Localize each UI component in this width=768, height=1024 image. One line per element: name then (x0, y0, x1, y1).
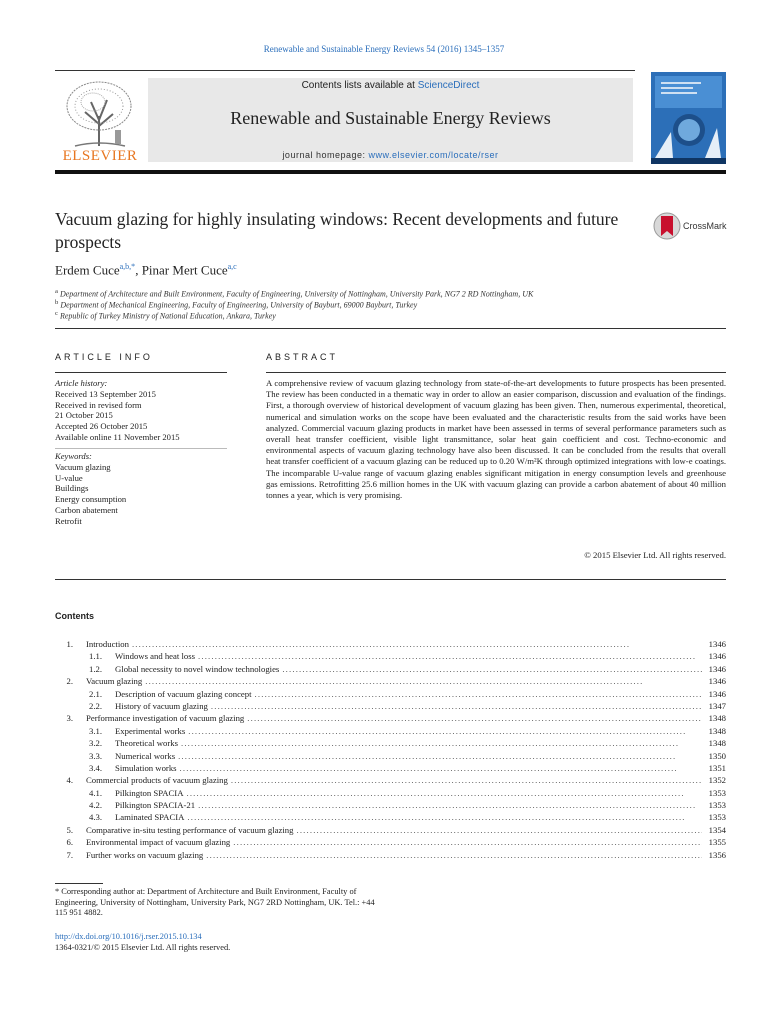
toc-page-number: 1352 (708, 775, 726, 786)
toc-number: 4.3. (88, 812, 102, 823)
toc-title[interactable]: Environmental impact of vacuum glazing (86, 837, 231, 848)
article-history (55, 378, 180, 443)
toc-page-number: 1353 (708, 800, 726, 811)
toc-page-number: 1351 (708, 762, 726, 773)
toc-page-number: 1346 (708, 663, 726, 674)
toc-number: 4. (66, 775, 73, 786)
toc-title[interactable]: Windows and heat loss (115, 651, 195, 662)
homepage-prefix: journal homepage: (282, 150, 369, 160)
author-name[interactable]: Pinar Mert Cuce (141, 262, 228, 278)
header-thick-rule (55, 170, 726, 174)
journal-title: Renewable and Sustainable Energy Reviews (230, 108, 551, 128)
toc-number: 3.4. (88, 762, 102, 773)
toc-number: 3.2. (88, 738, 102, 749)
toc-title[interactable]: Further works on vacuum glazing (86, 849, 204, 860)
toc-leader-dots (203, 849, 702, 861)
elsevier-logo[interactable] (55, 76, 145, 164)
toc-title[interactable]: Pilkington SPACIA-21 (115, 800, 196, 811)
author-affiliation-marks[interactable]: a,b,* (119, 262, 136, 271)
toc-leader-dots (252, 688, 702, 700)
toc-number: 7. (66, 849, 73, 860)
toc-number: 3. (66, 713, 73, 724)
homepage-link[interactable]: www.elsevier.com/locate/rser (368, 150, 499, 160)
publisher-name: ELSEVIER (62, 148, 138, 164)
toc-title[interactable]: History of vacuum glazing (115, 700, 208, 711)
affiliation-mark: b (55, 299, 59, 306)
keyword: Retrofit (55, 515, 82, 526)
toc-leader-dots (228, 774, 702, 786)
toc-leader-dots (142, 675, 702, 687)
history-item: Accepted 26 October 2015 (55, 421, 148, 432)
toc-page-number: 1346 (708, 639, 726, 649)
toc-number: 3.3. (88, 750, 102, 761)
toc-page-number: 1353 (708, 812, 726, 823)
author-affiliation-marks[interactable]: a,c (227, 262, 237, 271)
doi-link[interactable]: http://dx.doi.org/10.1016/j.rser.2015.10.134 (55, 932, 202, 941)
journal-cover-icon (651, 72, 726, 164)
abstract-end-rule (55, 579, 726, 580)
toc-number: 4.2. (88, 800, 102, 811)
table-of-contents (55, 638, 726, 861)
affiliation-mark: c (55, 310, 58, 317)
issn-copyright: 1364-0321/© 2015 Elsevier Ltd. All rights reserved. (55, 943, 231, 952)
toc-number: 2.2. (88, 700, 102, 711)
toc-page-number: 1346 (708, 676, 726, 687)
toc-number: 6. (66, 837, 73, 848)
affiliation-text: Department of Architecture and Built Environment, Faculty of Engineering, University of Nottingham, University Park, NG7 2 RD Nottingham, UK (59, 289, 534, 299)
toc-entry[interactable] (55, 725, 726, 737)
toc-entry[interactable] (55, 824, 726, 836)
keyword: Vacuum glazing (55, 461, 111, 472)
keyword: Energy consumption (55, 494, 127, 505)
toc-leader-dots (178, 737, 702, 749)
toc-entry[interactable] (55, 762, 726, 774)
toc-entry[interactable] (55, 638, 726, 650)
toc-leader-dots (195, 650, 702, 662)
toc-page-number: 1348 (708, 738, 726, 749)
keyword: U-value (55, 472, 83, 483)
keyword: Carbon abatement (55, 504, 118, 515)
contents-prefix: Contents lists available at (301, 80, 418, 91)
toc-page-number: 1346 (708, 688, 726, 699)
contents-availability (148, 80, 633, 91)
history-item: 21 October 2015 (55, 410, 113, 421)
toc-leader-dots (175, 750, 702, 762)
history-label: Article history: (55, 378, 108, 388)
toc-title[interactable]: Simulation works (115, 762, 177, 773)
author-list: Erdem Cuce$^{a,b,*}$, Pinar Mert Cuce$^{a,c}$ (55, 262, 237, 278)
affiliation-text: Republic of Turkey Ministry of National Education, Ankara, Turkey (59, 311, 276, 321)
toc-page-number: 1347 (708, 700, 726, 711)
toc-title[interactable]: Numerical works (115, 750, 176, 761)
toc-title[interactable]: Introduction (86, 639, 129, 649)
toc-leader-dots (177, 762, 702, 774)
toc-title[interactable]: Commercial products of vacuum glazing (86, 775, 228, 786)
toc-leader-dots (129, 638, 702, 650)
toc-page-number: 1346 (708, 651, 726, 662)
journal-citation[interactable]: Renewable and Sustainable Energy Reviews 54 (2016) 1345–1357 (263, 44, 505, 54)
toc-entry[interactable] (55, 663, 726, 675)
toc-entry[interactable] (55, 737, 726, 749)
keyword: Buildings (55, 483, 89, 494)
toc-page-number: 1350 (708, 750, 726, 761)
toc-leader-dots (195, 799, 702, 811)
sciencedirect-link[interactable]: ScienceDirect (417, 80, 480, 91)
toc-number: 1. (66, 639, 73, 649)
toc-number: 3.1. (88, 725, 102, 736)
toc-leader-dots (279, 663, 702, 675)
toc-title[interactable]: Vacuum glazing (86, 676, 143, 687)
toc-title[interactable]: Experimental works (115, 725, 186, 736)
crossmark-icon (653, 210, 683, 242)
affiliation (55, 288, 533, 299)
toc-page-number: 1348 (708, 713, 726, 724)
toc-entry[interactable] (55, 750, 726, 762)
affiliation (55, 299, 417, 310)
history-item: Received 13 September 2015 (55, 388, 156, 399)
keywords-label: Keywords: (55, 451, 92, 461)
toc-leader-dots (208, 700, 702, 712)
keywords-rule (55, 448, 227, 449)
article-title: Vacuum glazing for highly insulating windows: Recent developments and future prospects (55, 209, 619, 252)
affiliation (55, 310, 276, 321)
toc-page-number: 1354 (708, 824, 726, 835)
toc-leader-dots (244, 712, 702, 724)
toc-leader-dots (293, 824, 702, 836)
crossmark-badge[interactable] (653, 210, 733, 242)
history-item: Received in revised form (55, 399, 142, 410)
corresponding-author-note: * Corresponding author at: Department of Architecture and Built Environment, Faculty of Engineering, University of Nottingham, University Park, NG7 2RD Nottingham, UK. Tel.: +44 115 951 4882. (55, 887, 375, 918)
toc-number: 1.2. (88, 663, 102, 674)
toc-leader-dots (230, 836, 702, 848)
toc-page-number: 1355 (708, 837, 726, 848)
toc-entry[interactable] (55, 799, 726, 811)
toc-entry[interactable] (55, 849, 726, 861)
toc-page-number: 1356 (708, 849, 726, 860)
abstract-text: A comprehensive review of vacuum glazing technology from state-of-the-art developments to future prospects has been presented. The review has been conducted in a thematic way in order to allow an easier comparison, discussion and evaluation of the findings. First, a thorough overview of historical development of vacuum glazing has been given. Then, numerous experimental, theoretical, numerical and simulation works on the scope have been evaluated and the characteristic results from the said works have been analyzed. Commercial vacuum glazing products in market have been assessed in terms of several performance parameters such as overall heat transfer coefficient, visible light transmittance, solar heat gain coefficient and cost. Techno-economic and environmental aspects of vacuum glazing technology have also been discussed. It can be concluded from the results that overall heat transfer coefficient of a vacuum glazing can be reduced up to 0.20 W/m²K through optimized integrations with low-e coatings. The incomparable U-value range of vacuum glazing enables significant mitigation in energy consumption levels and greenhouse gas emissions. Retrofitting 25.6 million homes in the UK with vacuum glazing can provide a carbon abatement of about 40 million tonnes a year, which is very promising. (266, 378, 726, 501)
toc-number: 1.1. (88, 651, 102, 662)
history-item: Available online 11 November 2015 (55, 431, 180, 442)
crossmark-label: CrossMark (683, 221, 727, 231)
toc-page-number: 1353 (708, 787, 726, 798)
toc-entry[interactable] (55, 712, 726, 724)
section-rule (55, 328, 726, 329)
toc-entry[interactable] (55, 688, 726, 700)
header-rule (55, 70, 635, 71)
toc-page-number: 1348 (708, 725, 726, 736)
toc-leader-dots (183, 787, 702, 799)
affiliation-text: Department of Mechanical Engineering, Faculty of Engineering, University of Bayburt, 69000 Bayburt, Turkey (60, 300, 418, 310)
toc-entry[interactable] (55, 787, 726, 799)
abstract-copyright: © 2015 Elsevier Ltd. All rights reserved. (584, 550, 726, 560)
affiliation-mark: a (55, 288, 58, 295)
article-info-heading: ARTICLE INFO (55, 352, 153, 362)
toc-number: 2.1. (88, 688, 102, 699)
toc-title[interactable]: Theoretical works (115, 738, 178, 749)
keywords (55, 451, 126, 527)
toc-leader-dots (185, 725, 702, 737)
journal-homepage (148, 150, 633, 160)
toc-title[interactable]: Description of vacuum glazing concept (115, 688, 252, 699)
toc-entry[interactable] (55, 700, 726, 712)
abstract-heading: ABSTRACT (266, 352, 339, 362)
toc-title[interactable]: Comparative in-situ testing performance of vacuum glazing (86, 824, 294, 835)
author-name[interactable]: Erdem Cuce (55, 262, 120, 278)
toc-leader-dots (184, 811, 702, 823)
toc-number: 4.1. (88, 787, 102, 798)
toc-entry[interactable] (55, 811, 726, 823)
toc-entry[interactable] (55, 675, 726, 687)
abstract-rule (266, 372, 726, 373)
article-info-rule (55, 372, 227, 373)
toc-entry[interactable] (55, 836, 726, 848)
journal-cover[interactable] (651, 72, 726, 164)
toc-number: 2. (66, 676, 73, 687)
toc-title[interactable]: Pilkington SPACIA (115, 787, 184, 798)
contents-heading: Contents (55, 611, 94, 621)
toc-entry[interactable] (55, 774, 726, 786)
toc-title[interactable]: Global necessity to novel window technologies (115, 663, 280, 674)
toc-entry[interactable] (55, 650, 726, 662)
toc-title[interactable]: Laminated SPACIA (115, 812, 185, 823)
footnote-rule (55, 883, 103, 884)
toc-number: 5. (66, 824, 73, 835)
toc-title[interactable]: Performance investigation of vacuum glazing (86, 713, 245, 724)
